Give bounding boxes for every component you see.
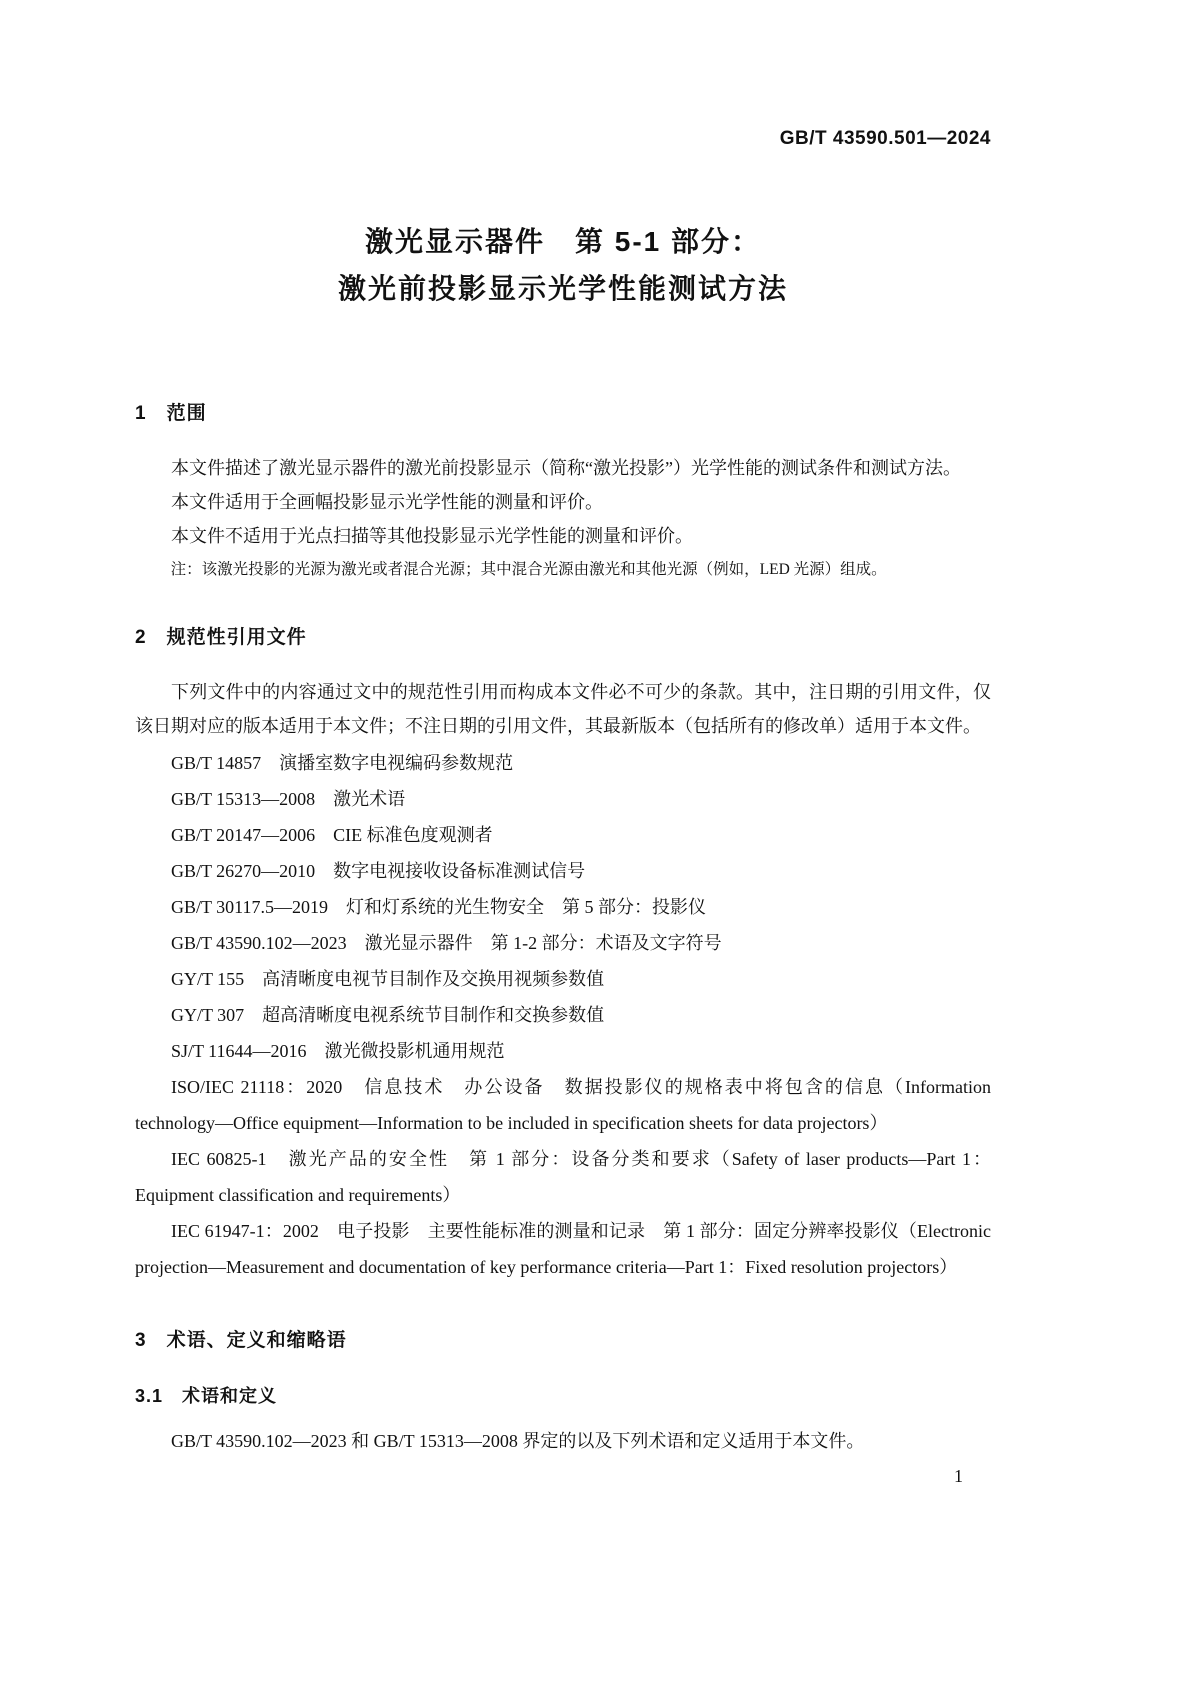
- section-3-1-heading: 3.1 术语和定义: [135, 1386, 278, 1406]
- document-title-line-1: 激光显示器件 第 5-1 部分：: [364, 226, 762, 257]
- section-3-1-paragraph-1: GB/T 43590.102—2023 和 GB/T 15313—2008 界定的以及下列术语和定义适用于本文件。: [171, 1431, 865, 1451]
- reference-item: GB/T 14857 演播室数字电视编码参数规范: [171, 753, 514, 773]
- page-number: 1: [954, 1466, 963, 1486]
- reference-item: GB/T 15313—2008 激光术语: [171, 789, 406, 809]
- reference-item: GB/T 43590.102—2023 激光显示器件 第 1-2 部分：术语及文字符号: [171, 933, 722, 953]
- reference-item: GY/T 307 超高清晰度电视系统节目制作和交换参数值: [171, 1005, 605, 1025]
- reference-item: GB/T 30117.5—2019 灯和灯系统的光生物安全 第 5 部分：投影仪: [171, 897, 707, 917]
- document-title: [135, 218, 991, 312]
- reference-item: ISO/IEC 21118：2020 信息技术 办公设备 数据投影仪的规格表中将包含的信息（Information technology—Office equipment—Information to be included in specification sheets for data projectors）: [135, 1077, 991, 1133]
- section-2-heading: 2 规范性引用文件: [135, 627, 307, 648]
- section-2-paragraph-1: 下列文件中的内容通过文中的规范性引用而构成本文件必不可少的条款。其中，注日期的引用文件，仅该日期对应的版本适用于本文件；不注日期的引用文件，其最新版本（包括所有的修改单）适用于本文件。: [135, 682, 991, 736]
- reference-item: SJ/T 11644—2016 激光微投影机通用规范: [171, 1041, 505, 1061]
- reference-item: IEC 60825-1 激光产品的安全性 第 1 部分：设备分类和要求（Safety of laser products—Part 1：Equipment classification and requirements）: [135, 1149, 991, 1205]
- section-1-paragraph-2: 本文件适用于全画幅投影显示光学性能的测量和评价。: [171, 492, 603, 512]
- section-1-paragraph-1: 本文件描述了激光显示器件的激光前投影显示（简称“激光投影”）光学性能的测试条件和测试方法。: [171, 458, 961, 478]
- section-3-heading: 3 术语、定义和缩略语: [135, 1330, 347, 1351]
- standard-number: GB/T 43590.501—2024: [779, 128, 991, 149]
- section-1-paragraph-3: 本文件不适用于光点扫描等其他投影显示光学性能的测量和评价。: [171, 526, 693, 546]
- normative-references-list: [135, 745, 991, 1285]
- reference-item: IEC 61947-1：2002 电子投影 主要性能标准的测量和记录 第 1 部分：固定分辨率投影仪（Electronic projection—Measurement and documentation of key performance criteria—Part 1：Fixed resolution projectors）: [135, 1221, 991, 1277]
- reference-item: GY/T 155 高清晰度电视节目制作及交换用视频参数值: [171, 969, 605, 989]
- reference-item: GB/T 20147—2006 CIE 标准色度观测者: [171, 825, 493, 845]
- section-1-note: 注：该激光投影的光源为激光或者混合光源；其中混合光源由激光和其他光源（例如，LED 光源）组成。: [170, 561, 887, 578]
- section-1-heading: 1 范围: [135, 403, 207, 424]
- document-title-line-2: 激光前投影显示光学性能测试方法: [337, 273, 788, 304]
- page-content: [135, 0, 991, 1458]
- reference-item: GB/T 26270—2010 数字电视接收设备标准测试信号: [171, 861, 586, 881]
